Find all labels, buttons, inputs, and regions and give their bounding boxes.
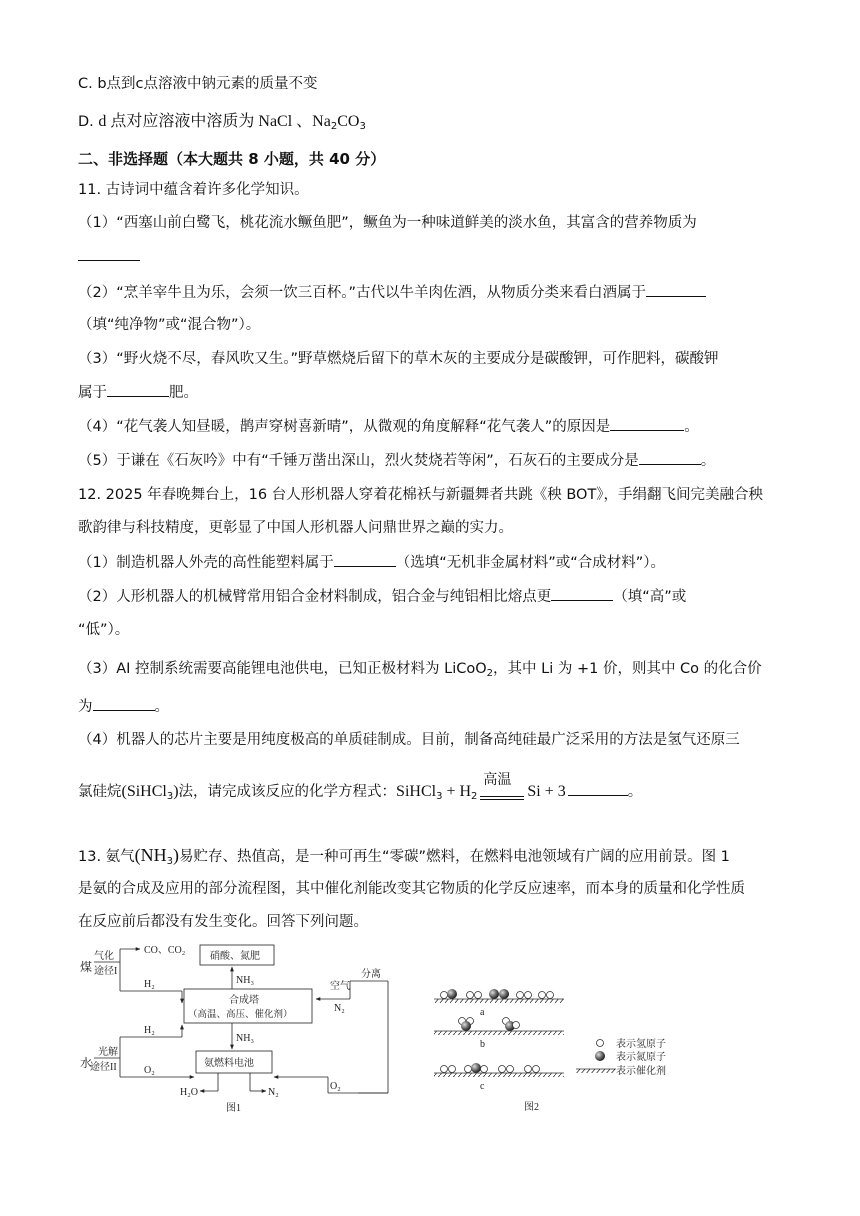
answer-blank[interactable] [639,450,701,465]
o2-right-label: O₂ [330,1081,341,1092]
q12-part1-post: （选填“无机非金属材料”或“合成材料”）。 [395,555,666,571]
answer-blank[interactable] [78,246,140,261]
nitrogen-atom [489,989,499,999]
equation-arrow [477,772,527,807]
option-d-text-post: CO [337,113,360,130]
q12-formula-sub: 3 [166,791,174,802]
legend-catalyst: 表示催化剂 [616,1066,666,1077]
catalyst-surface-b [434,1031,564,1035]
answer-blank[interactable] [551,586,613,601]
option-d-text: d 点对应溶液中溶质为 NaCl 、Na [98,113,331,130]
legend-nitrogen-icon [595,1051,605,1061]
q13-formula-sub: 3 [166,856,174,867]
h2-label-b: H₂ [144,1025,155,1036]
hydrogen-atom [513,1022,520,1029]
water-label: 水 [80,1056,93,1070]
answer-blank[interactable] [334,552,396,567]
q12-stem: 12. 2025 年春晚舞台上，16 台人形机器人穿着花棉袄与新疆舞者共跳《秧 BOT》，手绢翻飞间完美融合秧 [78,487,764,503]
answer-blank[interactable] [646,282,706,297]
q12-formula: (SiHCl [121,783,167,800]
q13-formula-end: ) [173,845,180,865]
legend-catalyst-icon [576,1069,616,1073]
legend-hydrogen-icon [597,1040,604,1047]
legend-nitrogen: 表示氮原子 [616,1052,666,1063]
catalyst-surface-a [434,999,564,1003]
nh3-mid-label: NH₃ [236,1033,254,1044]
q11-part3: （3）“野火烧不尽，春风吹又生。”野草燃烧后留下的草木灰的主要成分是碳酸钾，可作肥料，碳酸钾 [78,351,719,367]
q12-part4: （4）机器人的芯片主要是用纯度极高的单质硅制成。目前，制备高纯硅最广泛采用的方法是氢气还原三 [78,732,740,748]
equation-plus: + H [442,783,472,800]
route1-label: 途径I [94,966,118,977]
figure-1-caption: 图1 [226,1103,241,1114]
q13-stem3: 在反应前后都没有发生变化。回答下列问题。 [78,914,368,930]
q12-part3b [78,696,169,717]
q11-part4-end: 。 [684,419,699,435]
nitrogen-atom [499,989,509,999]
q12-part3-mid: ，其中 Li 为 +1 价，则其中 Co 的化合价 [493,661,762,677]
n2-out-label: N₂ [268,1087,279,1098]
q12-formula-end: ) [173,783,179,800]
equation-left: SiHCl [396,783,437,800]
hydrogen-atom [441,992,448,999]
q11-part2 [78,282,706,303]
q12-part2 [78,586,686,607]
nitrogen-atom [471,1063,481,1073]
gasify-label: 气化 [94,951,114,962]
option-c [78,74,318,94]
hydrogen-atom [525,1066,532,1073]
q12-part3 [78,659,762,684]
row-label-b: b [480,1039,485,1050]
q12-part3b-pre: 为 [78,699,93,715]
nitrogen-atom [461,1021,471,1031]
q12-part2b: “低”）。 [78,622,130,638]
option-c-text: C. b点到c点溶液中钠元素的质量不变 [78,76,318,92]
q11-part3b-post: 肥。 [169,385,198,401]
catalyst-surface-c [434,1073,564,1077]
legend-hydrogen: 表示氢原子 [616,1039,666,1050]
hydrogen-atom [465,1066,472,1073]
equation-right: Si + 3 [527,783,566,800]
row-label-a: a [480,1007,485,1018]
photolysis-label: 光解 [98,1047,118,1058]
equation-left-sub: 3 [436,791,443,802]
q11-part4-text: （4）“花气袭人知昼暖，鹊声穿树喜新晴”，从微观的角度解释“花气袭人”的原因是 [78,419,611,435]
q11-part2-text: （2）“烹羊宰牛且为乐，会须一饮三百杯。”古代以牛羊肉佐酒，从物质分类来看白酒属于 [78,285,646,301]
q12-part3-sub: 2 [486,668,494,679]
section-heading: 二、非选择题（本大题共 8 小题，共 40 分） [78,150,386,168]
h2o-label: H₂O [180,1087,198,1098]
q12-part4b-pre: 氯硅烷 [78,784,122,800]
hydrogen-atom [449,1066,456,1073]
equation-condition: 高温 [483,772,512,788]
q13-stem2: 是氨的合成及应用的部分流程图，其中催化剂能改变其它物质的化学反应速率，而本身的质量和化学性质 [78,881,745,897]
q11-part4 [78,416,699,437]
hydrogen-atom [481,1066,488,1073]
separate-label: 分离 [361,969,381,980]
option-d-sub2: 3 [359,121,366,132]
coal-label: 煤 [80,960,93,974]
q13-stem [78,845,730,872]
q11-part5-text: （5）于谦在《石灰吟》中有“千锤万凿出深山，烈火焚烧若等闲”，石灰石的主要成分是 [78,453,639,469]
figure-2-caption: 图2 [524,1102,539,1113]
hydrogen-atom [525,992,532,999]
hydrogen-atom [547,992,554,999]
air-label: 空气 [330,981,350,992]
option-d-sub: 2 [330,121,338,132]
h2-label-a: H₂ [144,979,155,990]
equation-end: 。 [627,784,643,800]
equation-plus-sub: 2 [471,791,478,802]
hydrogen-atom [475,992,482,999]
equals-line-top [480,796,524,797]
hydrogen-atom [539,992,546,999]
answer-blank[interactable] [568,781,628,796]
co-co2-label: CO、CO₂ [144,945,186,956]
o2-left-label: O₂ [144,1065,155,1076]
q13-formula: (NH [134,845,167,865]
nh3-top-label: NH₃ [236,975,254,986]
q12-part4b [78,772,643,807]
option-d-label: D. [78,114,94,130]
q13-stem-pre: 13. 氨气 [78,849,135,865]
hydrogen-atom [533,1066,540,1073]
q12-part1-pre: （1）制造机器人外壳的高性能塑料属于 [78,555,334,571]
q11-stem: 11. 古诗词中蕴含着许多化学知识。 [78,182,309,198]
q11-part5-end: 。 [700,453,716,469]
tower-title: 合成塔 [229,995,259,1006]
q12-part1 [78,552,665,573]
q12-stem2: 歌韵律与科技精度，更彰显了中国人形机器人问鼎世界之巅的实力。 [78,520,513,536]
products-label: 硝酸、氮肥 [210,951,260,962]
hydrogen-atom [507,1066,514,1073]
q12-part2-pre: （2）人形机器人的机械臂常用铝合金材料制成，铝合金与纯铝相比熔点更 [78,589,552,605]
hydrogen-atom [441,1066,448,1073]
row-label-c: c [480,1081,485,1092]
route2-label: 途径II [90,1062,117,1073]
figure-2-catalyst-diagram [430,985,720,1115]
q11-part5 [78,450,715,471]
hydrogen-atom [499,1066,506,1073]
q12-part3-pre: （3）AI 控制系统需要高能锂电池供电，已知正极材料为 LiCoO [78,661,487,677]
option-d [78,112,366,137]
nitrogen-atom [447,989,457,999]
q12-part4b-mid: 法，请完成该反应的化学方程式： [178,784,397,800]
equals-line-bottom [480,799,524,800]
answer-blank[interactable] [93,696,155,711]
answer-blank[interactable] [107,382,169,397]
tower-conditions: （高温、高压、催化剂） [188,1010,293,1020]
q12-part3b-post: 。 [154,699,169,715]
q11-part3b-pre: 属于 [78,385,107,401]
q11-part1: （1）“西塞山前白鹭飞，桃花流水鳜鱼肥”，鳜鱼为一种味道鲜美的淡水鱼，其富含的营养物质为 [78,215,697,231]
hydrogen-atom [517,992,524,999]
hydrogen-atom [467,992,474,999]
q12-part2-post: （填“高”或 [613,589,687,605]
fuel-cell-label: 氨燃料电池 [204,1058,254,1069]
q13-stem-post: 易贮存、热值高，是一种可再生“零碳”燃料，在燃料电池领域有广阔的应用前景。图 1 [179,849,730,865]
answer-blank[interactable] [610,416,684,431]
q11-part3b [78,382,198,403]
figure-1-flowchart [78,935,408,1120]
q11-part1-blank-line [78,246,140,267]
n2-label: N₂ [334,1003,345,1014]
q11-part2b: （填“纯净物”或“混合物”）。 [78,317,261,333]
